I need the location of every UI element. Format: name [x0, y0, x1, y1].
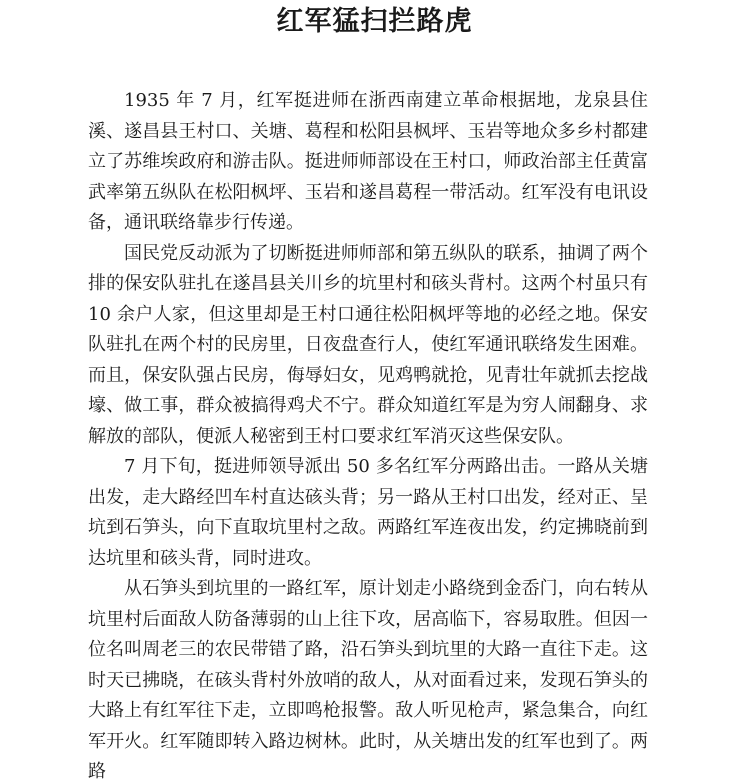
- paragraph-2: 国民党反动派为了切断挺进师师部和第五纵队的联系，抽调了两个排的保安队驻扎在遂昌县关川乡的坑里村和硋头背村。这两个村虽只有 10 余户人家，但这里却是王村口通往松阳枫坪等地的必经之地。保安队驻扎在两个村的民房里，日夜盘查行人，使红军通讯联络发生困难。而且，保安队强占民房，侮辱妇女，见鸡鸭就抢，见青壮年就抓去挖战壕、做工事，群众被搞得鸡犬不宁。群众知道红军是为穷人闹翻身、求解放的部队，便派人秘密到王村口要求红军消灭这些保安队。: [88, 242, 648, 447]
- article-body: [88, 86, 648, 782]
- paragraph-3: 7 月下旬，挺进师领导派出 50 多名红军分两路出击。一路从关塘出发，走大路经凹车村直达硋头背；另一路从王村口出发，经对正、呈坑到石笋头，向下直取坑里村之敌。两路红军连夜出发，约定拂晓前到达坑里和硋头背，同时进攻。: [88, 456, 648, 569]
- article-title: 红军猛扫拦路虎: [276, 6, 473, 37]
- paragraph-4: 从石笋头到坑里的一路红军，原计划走小路绕到金岙门，向右转从坑里村后面敌人防备薄弱的山上往下攻，居高临下，容易取胜。但因一位名叫周老三的农民带错了路，沿石笋头到坑里的大路一直往下走。这时天已拂晓，在硋头背村外放哨的敌人，从对面看过来，发现石笋头的大路上有红军往下走，立即鸣枪报警。敌人听见枪声，紧急集合，向红军开火。红军随即转入路边树林。此时，从关塘出发的红军也到了。两路: [88, 578, 648, 782]
- paragraph-1: 1935 年 7 月，红军挺进师在浙西南建立革命根据地，龙泉县住溪、遂昌县王村口、关塘、葛程和松阳县枫坪、玉岩等地众多乡村都建立了苏维埃政府和游击队。挺进师师部设在王村口，师政治部主任黄富武率第五纵队在松阳枫坪、玉岩和遂昌葛程一带活动。红军没有电讯设备，通讯联络靠步行传递。: [88, 90, 648, 233]
